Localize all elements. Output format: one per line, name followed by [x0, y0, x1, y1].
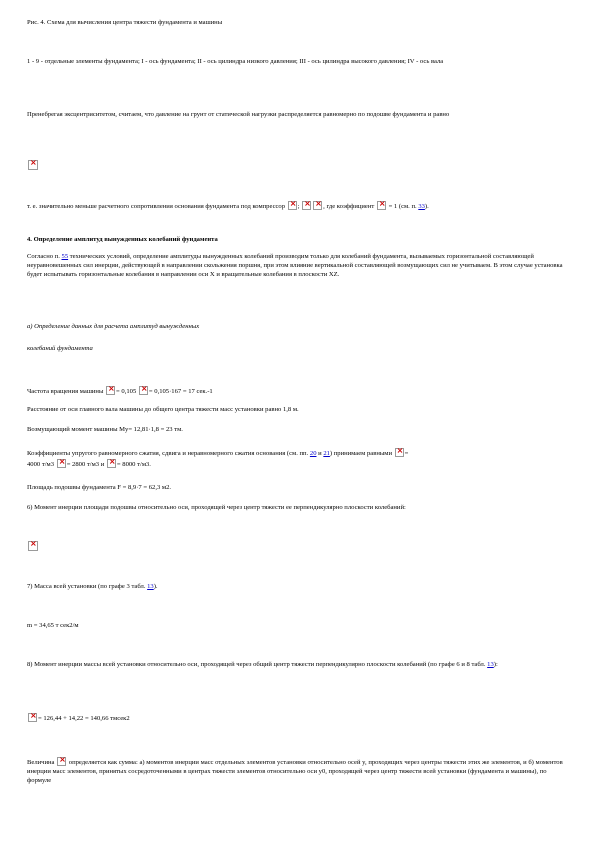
figure-legend: 1 - 9 - отдельные элементы фундамента; I - ось фундамента; II - ось цилиндра низкого давления; III - ось цилиндра высокого давления; IV - ось вала: [27, 58, 444, 65]
item-6: 6) Момент инерции площади подошвы относительно оси, проходящей через центр тяжести ее перпендикулярно плоскости колебаний:: [27, 504, 406, 511]
subheading-a-line-1: а) Определение данных для расчета амплитуд вынужденных: [27, 323, 200, 330]
distance-line: Расстояние от оси главного вала машины до общего центра тяжести масс установки равно 1,8 м.: [27, 406, 299, 413]
frequency-value: = 0,105: [116, 388, 137, 395]
rotation-frequency: [27, 386, 567, 397]
link-clause-55[interactable]: 55: [61, 253, 69, 260]
paragraph-text: технических условий, определение амплитуды вынужденных колебаний производим только для колебаний фундамента, вызываемых горизонтальной составляющей неуравновешенных сил инерции, действующей в направлении скольжения поршня, при этом влияние вертикальной составляющей возмущающих сил не учитываем. В этом случае установка будет испытывать горизонтальные колебания в направлении оси X и вращательные колебания в плоскости XZ.: [27, 253, 563, 278]
broken-image-icon: [302, 201, 311, 210]
broken-image-icon: [28, 713, 37, 722]
broken-image-icon: [106, 386, 115, 395]
broken-image-icon: [313, 201, 322, 210]
mass-value: m = 34,65 т сек2/м: [27, 622, 79, 629]
section-heading-4: 4. Определение амплитуд вынужденных колебаний фундамента: [27, 236, 218, 243]
item-text: ):: [493, 661, 498, 668]
link-table-13[interactable]: 13: [487, 661, 494, 668]
broken-image-icon: [57, 459, 66, 468]
condition-text: = 1 (см. п.: [388, 203, 417, 210]
subheading-a-line-2: колебаний фундамента: [27, 345, 93, 352]
link-table-13[interactable]: 13: [147, 583, 154, 590]
broken-image-icon: [395, 448, 404, 457]
link-clause-20[interactable]: 20: [309, 450, 317, 457]
item-text: ).: [153, 583, 158, 590]
condition-text: где коэффициент: [326, 203, 375, 210]
frequency-value: = 0,105·167 = 17 сек.-1: [148, 388, 213, 395]
coefficients-value: 4000 т/м3: [27, 460, 55, 468]
paragraph-text: Величина: [27, 759, 55, 766]
condition-paragraph: т. е. значительно меньше расчетного сопротивления основания фундамента под компрессор × ; ×× , где коэффициент × = 1 (см. п. 33).: [27, 201, 567, 212]
coefficients-text: и: [318, 450, 322, 457]
broken-image-icon: [57, 757, 66, 766]
broken-image-icon: [139, 386, 148, 395]
coefficients-text: ) принимаем равными: [329, 450, 392, 457]
coefficients-text: =: [404, 450, 409, 457]
last-paragraph: [27, 757, 567, 786]
item-8: [27, 661, 567, 670]
inertia-text: = 126,44 + 14,22 = 140,66 тмсек2: [38, 715, 130, 722]
condition-text: т. е. значительно меньше расчетного сопротивления основания фундамента под компрессор: [27, 203, 286, 210]
coefficients-value: = 8000 т/м3.: [116, 460, 151, 468]
broken-image-icon: [28, 541, 38, 551]
link-clause-33[interactable]: 33: [418, 203, 425, 210]
figure-caption: Рис. 4. Схема для вычисления центра тяжести фундамента и машины: [27, 19, 223, 26]
item-text: 7) Масса всей установки (по графе 3 табл.: [27, 583, 146, 590]
footing-area: Площадь подошвы фундамента F = 8,9·7 = 62,3 м2.: [27, 484, 172, 491]
condition-text: ).: [424, 203, 429, 210]
link-clause-21[interactable]: 21: [323, 450, 330, 457]
coefficients-paragraph: [27, 448, 567, 470]
item-7: [27, 583, 567, 592]
paragraph-amplitudes: [27, 253, 567, 280]
frequency-label: Частота вращения машины: [27, 388, 104, 395]
formula-area-inertia: [27, 541, 567, 553]
paragraph-text: Согласно п.: [27, 253, 60, 260]
broken-image-icon: [28, 160, 38, 170]
paragraph-text: определяется как сумма: а) моментов инерции масс отдельных элементов установки относительно осей y, проходящих через центры тяжести этих же элементов, и б) моментов инерции масс элементов, принятых сосредоточенными в центрах тяжести элементов относительно оси y0, проходящей через центр тяжести всей установки (фундамента и машины), по формуле: [27, 759, 563, 784]
broken-image-icon: [288, 201, 297, 210]
intro-paragraph: Пренебрегая эксцентриситетом, считаем, что давление на грунт от статической нагрузки распределяется равномерно по подошве фундамента и равно: [27, 111, 450, 118]
formula-pressure: [27, 160, 567, 172]
coefficients-value: = 2800 т/м3 и: [66, 460, 105, 468]
coefficients-text: Коэффициенты упругого равномерного сжатия, сдвига и неравномерного сжатия основания (см. пп.: [27, 450, 309, 457]
moment-line: Возмущающий момент машины Мy= 12,81·1,8 = 23 тм.: [27, 426, 183, 433]
inertia-value: [27, 713, 567, 724]
item-text: 8) Момент инерции массы всей установки относительно оси, проходящей через общий центр тяжести перпендикулярно плоскости колебаний (по графе 6 и 8 табл.: [27, 661, 486, 668]
broken-image-icon: [107, 459, 116, 468]
broken-image-icon: [377, 201, 386, 210]
